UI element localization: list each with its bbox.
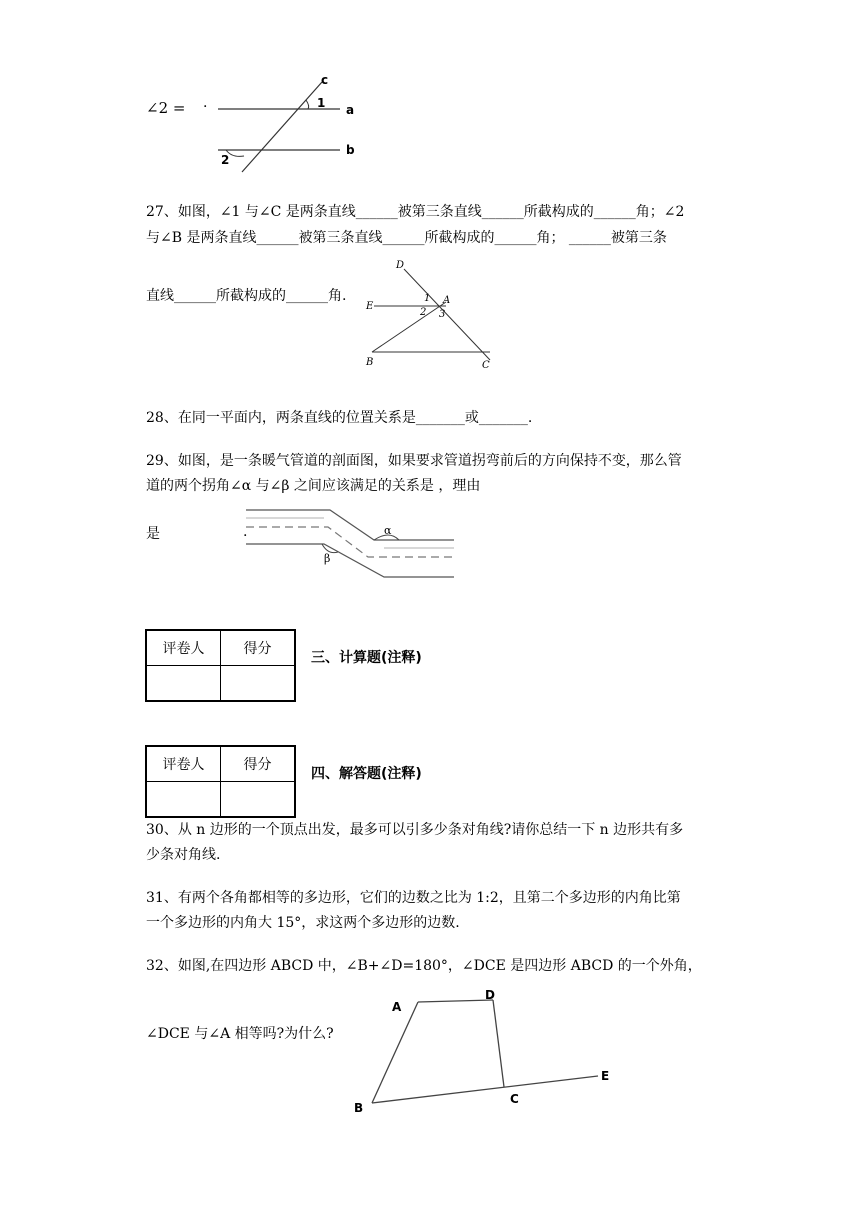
q29-pipe-figure — [244, 500, 459, 590]
q32-line2: ∠DCE 与∠A 相等吗?为什么? — [146, 1026, 334, 1042]
label-c: c — [321, 73, 329, 87]
q26-dot: · — [203, 99, 208, 115]
q27-line3: 直线______所截构成的______角. — [146, 288, 347, 304]
side-BE — [372, 1076, 598, 1103]
q30-line1: 30、从 n 边形的一个顶点出发，最多可以引多少条对角线?请你总结一下 n 边形共有多 — [146, 822, 684, 838]
label-D: D — [396, 260, 405, 271]
score-header-grader: 评卷人 — [146, 630, 221, 666]
label-b: b — [346, 143, 355, 157]
q30-line2: 少条对角线. — [146, 847, 221, 863]
label-D: D — [485, 988, 495, 1002]
line-DA — [404, 269, 490, 360]
score-header-score: 得分 — [221, 746, 296, 782]
label-E: E — [366, 301, 374, 312]
section3-title: 三、计算题(注释) — [311, 650, 422, 666]
label-alpha: α — [384, 524, 392, 537]
label-B: B — [366, 357, 374, 368]
label-B: B — [354, 1101, 364, 1115]
line-BA — [372, 302, 446, 352]
side-AD — [418, 1000, 493, 1002]
q29-line3: 是 — [146, 526, 160, 542]
label-C: C — [510, 1092, 519, 1106]
label-A: A — [443, 295, 451, 306]
score-cell-score[interactable] — [221, 666, 296, 702]
score-cell-grader[interactable] — [146, 782, 221, 818]
q26-figure — [210, 70, 370, 180]
q29-dot: . — [243, 524, 248, 540]
q29-line1: 29、如图，是一条暖气管道的剖面图，如果要求管道拐弯前后的方向保持不变，那么管 — [146, 453, 682, 469]
score-cell-score[interactable] — [221, 782, 296, 818]
q27-figure — [360, 255, 500, 373]
section4-title: 四、解答题(注释) — [311, 766, 422, 782]
label-2: 2 — [420, 307, 427, 318]
side-AB — [372, 1002, 418, 1103]
pipe-center-dashed — [246, 527, 454, 557]
side-DC — [493, 1000, 504, 1087]
label-A: A — [392, 1000, 402, 1014]
q29-line2: 道的两个拐角∠α 与∠β 之间应该满足的关系是 ，理由 — [146, 478, 481, 494]
label-beta: β — [324, 552, 331, 565]
q28-line1: 28、在同一平面内，两条直线的位置关系是_______或_______. — [146, 410, 533, 426]
section4-score-table — [145, 745, 296, 818]
line-c — [242, 82, 322, 172]
pipe-outer-bottom — [246, 544, 454, 577]
q31-line1: 31、有两个各角都相等的多边形，它们的边数之比为 1:2，且第二个多边形的内角比第 — [146, 890, 681, 906]
angle-1-arc — [306, 100, 309, 109]
label-a: a — [346, 103, 355, 117]
score-header-grader: 评卷人 — [146, 746, 221, 782]
label-1: 1 — [317, 96, 326, 110]
q31-line2: 一个多边形的内角大 15°，求这两个多边形的边数. — [146, 915, 460, 931]
q27-line2: 与∠B 是两条直线______被第三条直线______所截构成的______角； ______被第三条 — [146, 230, 667, 246]
section3-score-table — [145, 629, 296, 702]
q26-prefix: ∠2 = — [146, 99, 186, 117]
label-2: 2 — [221, 153, 230, 167]
label-C: C — [482, 360, 490, 371]
label-1: 1 — [424, 293, 431, 304]
label-3: 3 — [439, 309, 446, 320]
pipe-outer-top — [246, 510, 454, 540]
q32-line1: 32、如图,在四边形 ABCD 中，∠B+∠D=180°，∠DCE 是四边形 ABCD 的一个外角， — [146, 958, 702, 974]
score-header-score: 得分 — [221, 630, 296, 666]
q27-line1: 27、如图，∠1 与∠C 是两条直线______被第三条直线______所截构成的______角；∠2 — [146, 204, 685, 220]
q32-quadrilateral-figure — [348, 982, 618, 1117]
label-E: E — [601, 1069, 610, 1083]
score-cell-grader[interactable] — [146, 666, 221, 702]
